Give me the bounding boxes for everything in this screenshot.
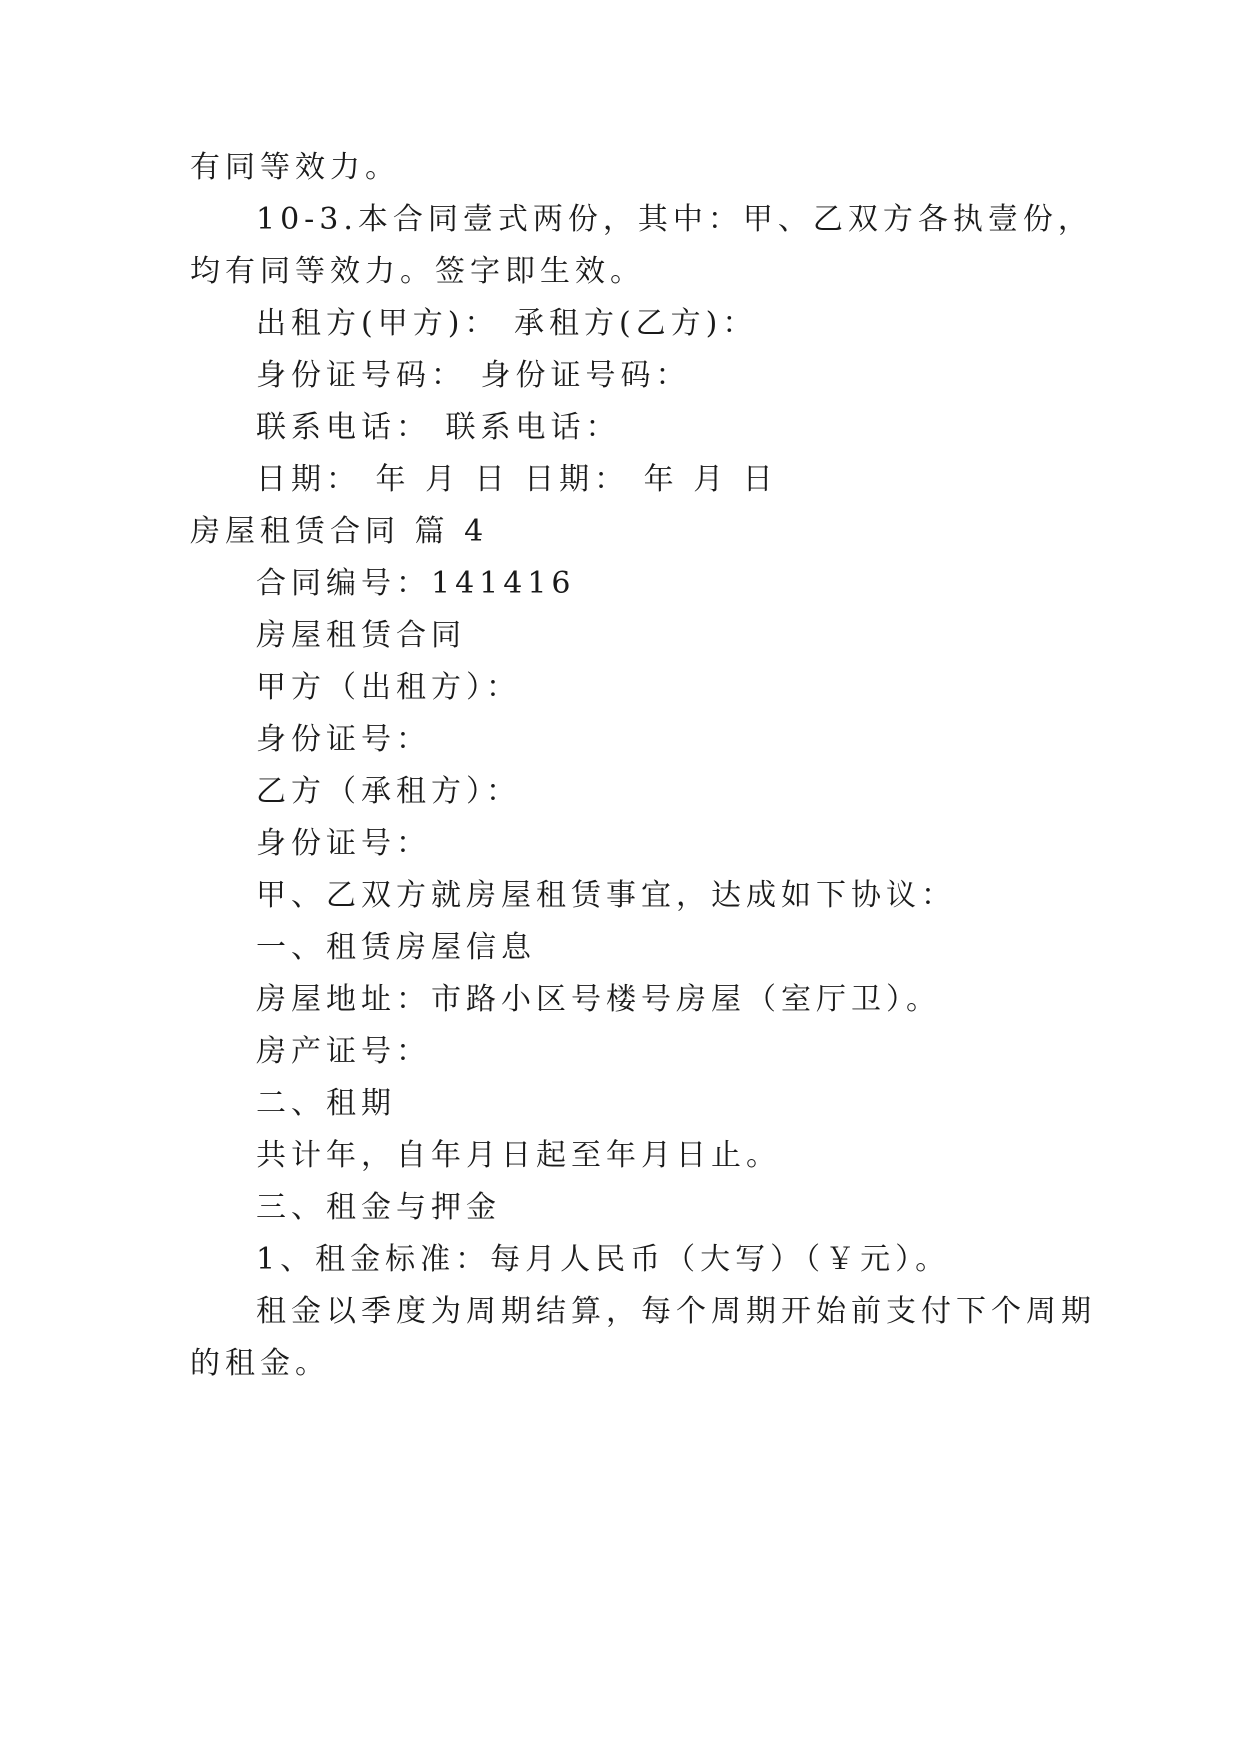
text-line: 共计年，自年月日起至年月日止。 xyxy=(256,1138,781,1173)
contract-title: 房屋租赁合同 xyxy=(256,618,466,653)
clause-heading: 二、租期 xyxy=(256,1086,396,1121)
text-line: 日期： 年 月 日 日期： 年 月 日 xyxy=(256,462,778,497)
clause-heading: 三、租金与押金 xyxy=(256,1190,501,1225)
text-line: 身份证号： xyxy=(256,722,431,757)
section-heading: 房屋租赁合同 篇 4 xyxy=(190,514,489,549)
text-line: 联系电话： 联系电话： xyxy=(256,410,621,445)
text-line: 均有同等效力。签字即生效。 xyxy=(190,254,645,289)
text-line: 房屋地址：市路小区号楼号房屋（室厅卫）。 xyxy=(256,982,941,1017)
text-line: 身份证号码： 身份证号码： xyxy=(256,358,691,393)
text-line: 租金以季度为周期结算，每个周期开始前支付下个周期 xyxy=(256,1294,1096,1329)
text-line: 10-3.本合同壹式两份，其中：甲、乙双方各执壹份， xyxy=(256,202,1093,237)
text-line: 的租金。 xyxy=(190,1346,330,1381)
text-line: 房产证号： xyxy=(256,1034,431,1069)
text-line: 乙方（承租方）： xyxy=(256,774,521,809)
text-line: 甲、乙双方就房屋租赁事宜，达成如下协议： xyxy=(256,878,956,913)
clause-heading: 一、租赁房屋信息 xyxy=(256,930,536,965)
text-line: 有同等效力。 xyxy=(190,150,400,185)
text-line: 甲方（出租方）： xyxy=(256,670,521,705)
text-line: 出租方(甲方)： 承租方(乙方)： xyxy=(256,306,758,341)
contract-number: 合同编号：141416 xyxy=(256,566,576,601)
text-line: 1、租金标准：每月人民币（大写）（￥元）。 xyxy=(256,1242,951,1277)
text-line: 身份证号： xyxy=(256,826,431,861)
